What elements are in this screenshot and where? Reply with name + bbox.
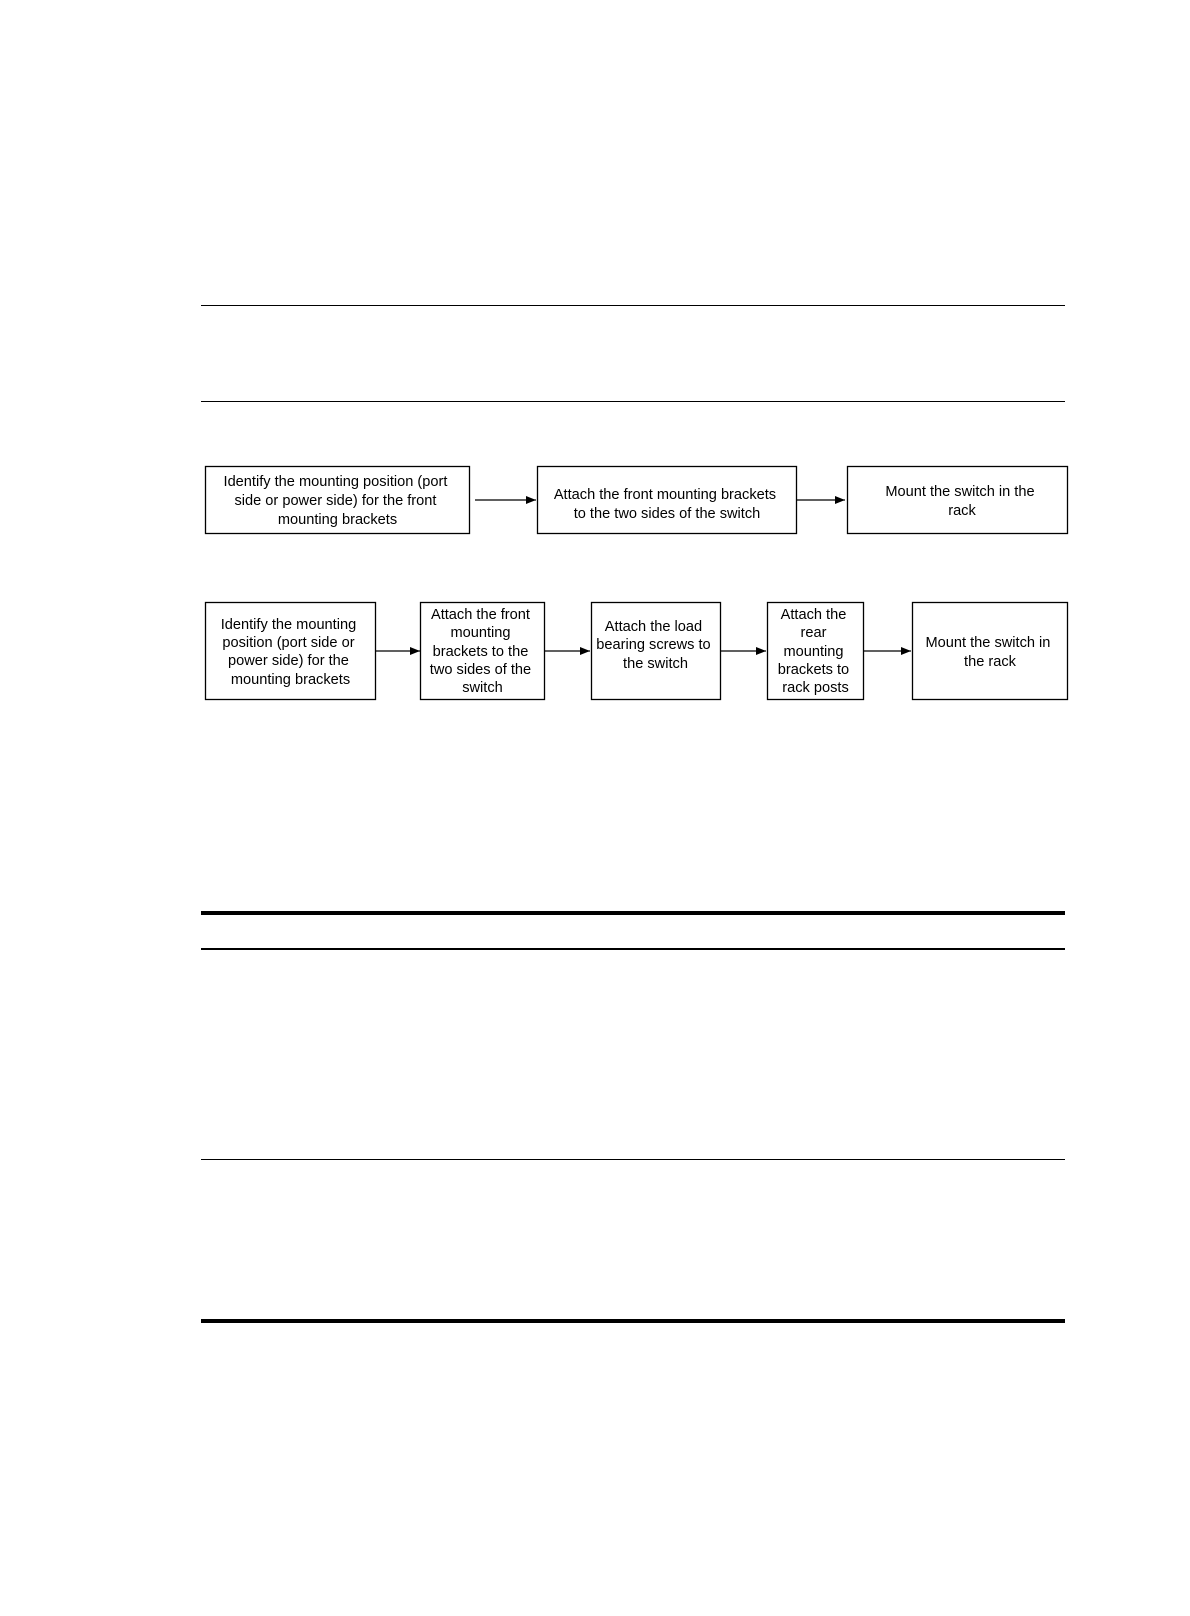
flowchart-1-step-1-line-1: Identify the mounting position (port xyxy=(223,474,448,490)
flowchart-1-step-1 xyxy=(206,467,470,534)
flowchart-2-step-4-line-3: mounting xyxy=(783,644,844,660)
flowchart-2-step-3-line-2: bearing screws to xyxy=(596,637,711,653)
flowchart-2-step-4 xyxy=(768,603,864,700)
flowchart-2-step-1-line-2: position (port side or xyxy=(222,635,355,651)
flowchart-1-step-2-line-1: Attach the front mounting brackets xyxy=(553,487,777,503)
flowchart-2-step-4-line-2: rear xyxy=(800,625,827,641)
svg-text:Identify the mounting xyxy=(221,617,361,688)
flowchart-2-step-2-line-3: brackets to the xyxy=(432,644,529,660)
flowchart-2-step-2-line-4: two sides of the xyxy=(429,662,532,678)
flowchart-1-step-1-line-3: mounting brackets xyxy=(277,512,398,528)
flowchart-2-step-5-line-1: Mount the switch in xyxy=(925,635,1051,651)
svg-text:Attach the rear xyxy=(778,607,853,696)
flowchart-2-step-4-line-4: brackets to xyxy=(777,662,850,678)
flowchart-2-step-4-line-1: Attach the xyxy=(780,607,847,623)
flowchart-1 xyxy=(206,467,1068,534)
flowchart-2-step-2-line-1: Attach the front xyxy=(430,607,530,623)
flowchart-2-step-5-line-2: the rack xyxy=(964,654,1016,670)
flowchart-1-step-3-line-2: rack xyxy=(948,503,976,519)
flowchart-1-step-2-line-2: to the two sides of the switch xyxy=(573,506,761,522)
flowchart-2-step-1-line-1: Identify the mounting xyxy=(220,617,357,633)
flowchart-2-step-2 xyxy=(421,603,545,700)
flowchart-2-step-4-line-5: rack posts xyxy=(782,680,849,696)
flowchart-2-step-5 xyxy=(913,603,1068,700)
flowchart-2-step-1-line-4: mounting brackets xyxy=(230,672,351,688)
flowchart-2-step-3-line-3: the switch xyxy=(623,656,688,672)
flowchart-2-step-3-line-1: Attach the load xyxy=(604,619,703,635)
flowchart-2-step-2-line-2: mounting xyxy=(450,625,511,641)
flowchart-1-step-3 xyxy=(848,467,1068,534)
flowchart-2-step-3 xyxy=(592,603,721,700)
flowchart-2-step-1 xyxy=(206,603,376,700)
flowchart-1-step-1-line-2: side or power side) for the front xyxy=(234,493,437,509)
flowchart-1-step-3-line-1: Mount the switch in the xyxy=(885,484,1035,500)
flowchart-2-step-2-line-5: switch xyxy=(462,680,503,696)
flowchart-2 xyxy=(206,603,1068,700)
flowchart-2-step-1-line-3: power side) for the xyxy=(228,653,349,669)
flowchart-1-step-2 xyxy=(538,467,797,534)
